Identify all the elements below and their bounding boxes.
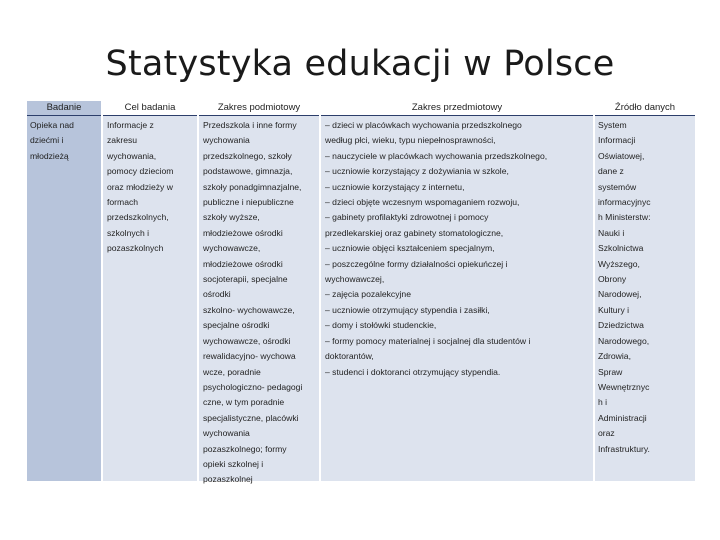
header-badanie: Badanie: [27, 101, 101, 116]
cell-zakres-przedmiotowy: – dzieci w placówkach wychowania przedszkolnego według płci, wieku, typu niepełnosprawności, – nauczyciele w placówkach wychowania przedszkolnego, – uczniowie korzystający z dożywiania w szkole, – uczniowie korzystający z internetu, – dzieci objęte wczesnym wspomaganiem rozwoju, – gabinety profilaktyki zdrowotnej i pomocy przedlekarskiej oraz gabinety stomatologiczne, – uczniowie objęci kształceniem specjalnym, – poszczególne formy działalności opiekuńczej i wychowawczej, – zajęcia pozalekcyjne – uczniowie otrzymujący stypendia i zasiłki, – domy i stołówki studenckie, – formy pomocy materialnej i socjalnej dla studentów i doktorantów, – studenci i doktoranci otrzymujący stypendia.: [325, 120, 548, 377]
cell-zakres-podmiotowy: Przedszkola i inne formy wychowania przedszkolnego, szkoły podstawowe, gimnazja, szkoły ponadgimnazjalne, publiczne i niepubliczne szkoły wyższe, młodzieżowe ośrodki wychowawcze, młodzieżowe ośrodki socjoterapii, specjalne ośrodki szkolno- wychowawcze, specjalne ośrodki wychowawcze, ośrodki rewalidacyjno- wychowa wcze, poradnie psychologiczno- pedagogi czne, w tym poradnie specjalistyczne, placówki wychowania pozaszkolnego; formy opieki szkolnej i pozaszkolnej: [203, 120, 303, 485]
column-zakres-podmiotowy: [199, 101, 319, 485]
header-zakres-przedmiotowy: Zakres przedmiotowy: [321, 101, 593, 116]
cell-badanie: Opieka nad dziećmi i młodzieżą: [30, 120, 74, 161]
header-cel-badania: Cel badania: [103, 101, 197, 116]
cell-zrodlo-danych: System Informacji Oświatowej, dane z systemów informacyjnyc h Ministerstw: Nauki i Szkolnictwa Wyższego, Obrony Narodowej, Kultury i Dziedzictwa Narodowego, Zdrowia, Spraw Wewnętrznyc h i Administracji oraz Infrastruktury.: [598, 120, 651, 454]
column-badanie: [27, 101, 101, 481]
column-zrodlo-danych: [595, 101, 695, 481]
column-zakres-przedmiotowy: [321, 101, 593, 481]
header-zakres-podmiotowy: Zakres podmiotowy: [199, 101, 319, 116]
education-statistics-table: [27, 101, 695, 485]
cell-cel-badania: Informacje z zakresu wychowania, pomocy dzieciom oraz młodzieży w formach przedszkolnych, szkolnych i pozaszkolnych: [107, 120, 174, 254]
column-cel-badania: [103, 101, 197, 481]
slide-title: Statystyka edukacji w Polsce: [105, 44, 615, 84]
header-zrodlo-danych: Źródło danych: [595, 101, 695, 116]
